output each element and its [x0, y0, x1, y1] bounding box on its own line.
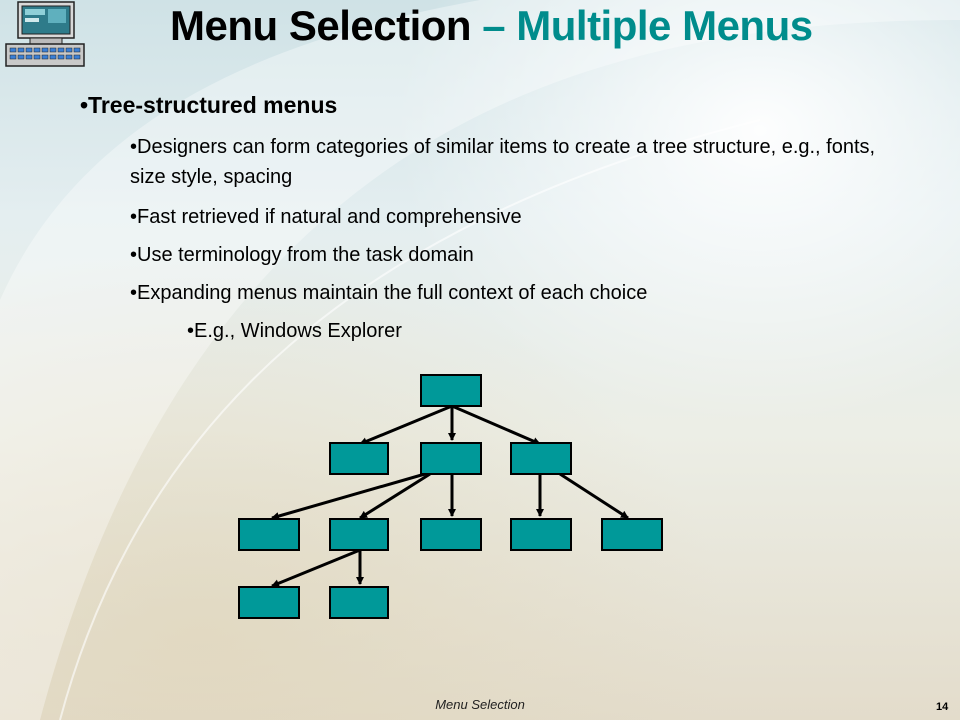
edge-e-i: [272, 550, 360, 586]
title-main: Menu Selection: [170, 2, 472, 49]
title-accent: – Multiple Menus: [471, 2, 813, 49]
tree-node-g: [511, 519, 571, 550]
tree-node-a: [330, 443, 388, 474]
tree-node-e: [330, 519, 388, 550]
bullet-tree-structured-menus: •Tree-structured menus: [80, 92, 338, 118]
bullet-terminology: •Use terminology from the task domain: [130, 244, 474, 266]
tree-node-f: [421, 519, 481, 550]
tree-node-h: [602, 519, 662, 550]
tree-node-i: [239, 587, 299, 618]
slide-title: [170, 2, 813, 50]
bullet-windows-explorer: •E.g., Windows Explorer: [187, 320, 402, 342]
edge-b-e: [360, 474, 430, 518]
bullet-fast-retrieved: •Fast retrieved if natural and comprehensive: [130, 206, 522, 228]
computer-icon: [0, 0, 90, 72]
tree-node-d: [239, 519, 299, 550]
page-number: 14: [936, 701, 949, 713]
edge-root-c: [452, 406, 540, 444]
edge-b-d: [272, 474, 425, 518]
edge-c-h: [560, 474, 628, 518]
bullet-designers-categories: •Designers can form categories of similar items to create a tree structure, e.g., fonts, size style, spacing: [130, 136, 876, 188]
edge-root-a: [360, 406, 452, 444]
bullet-expanding-menus: •Expanding menus maintain the full context of each choice: [130, 282, 648, 304]
tree-node-root: [421, 375, 481, 406]
tree-node-b: [421, 443, 481, 474]
slide-footer: Menu Selection: [435, 697, 525, 712]
tree-node-c: [511, 443, 571, 474]
tree-node-j: [330, 587, 388, 618]
tree-diagram: [230, 368, 670, 622]
